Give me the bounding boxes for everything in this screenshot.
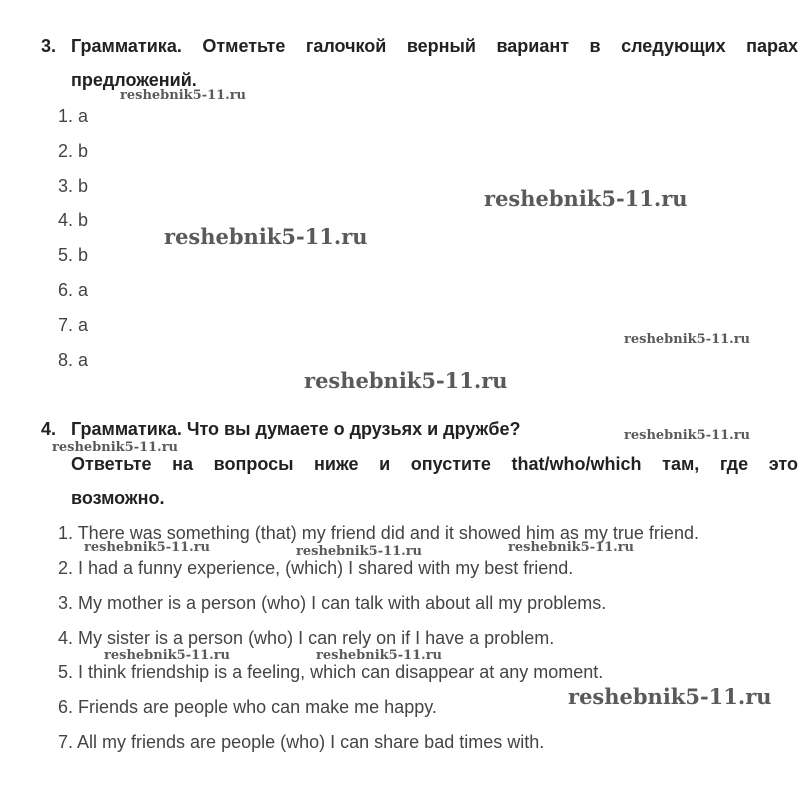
task-3-title-line1: 3. Грамматика. Отметьте галочкой верный вариант в следующих парах [41,29,798,63]
watermark: reshebnik5-11.ru [568,684,772,709]
task-3-answer: 8. a [58,350,89,370]
watermark: reshebnik5-11.ru [104,648,231,663]
watermark: reshebnik5-11.ru [316,648,443,663]
task-3-answer: 3. b [58,176,89,196]
task-3-answer: 4. b [58,210,89,230]
task-4-sentence: 2. I had a funny experience, (which) I shared with my best friend. [58,558,574,578]
task-3-answer: 6. a [58,280,89,300]
task-3-title-line2: предложений. [71,70,197,90]
task-4-sentence: 3. My mother is a person (who) I can talk with about all my problems. [58,593,607,613]
task-4-sentence: 7. All my friends are people (who) I can share bad times with. [58,732,545,752]
task-3-number: 3. [41,36,57,56]
watermark: reshebnik5-11.ru [304,368,508,393]
task-4-instruction-line1: Ответьте на вопросы ниже и опустите that/who/which там, где это [71,454,798,474]
task-4-sentence: 6. Friends are people who can make me happy. [58,697,437,717]
task-4-sentence: 5. I think friendship is a feeling, which can disappear at any moment. [58,662,604,682]
task-4-number: 4. [41,419,57,439]
task-3-title [41,29,798,63]
task-4-sentence: 4. My sister is a person (who) I can rely on if I have a problem. [58,628,555,648]
watermark: reshebnik5-11.ru [164,224,368,249]
task-4-instruction-line2: возможно. [71,488,165,508]
task-3-answer: 1. a [58,106,89,126]
task-4-sentence: 1. There was something (that) my friend did and it showed him as my true friend. [58,523,699,543]
watermark: reshebnik5-11.ru [120,88,247,103]
watermark: reshebnik5-11.ru [624,428,751,443]
watermark: reshebnik5-11.ru [52,440,179,455]
task-3-answer: 2. b [58,141,89,161]
watermark: reshebnik5-11.ru [296,544,423,559]
watermark: reshebnik5-11.ru [84,540,211,555]
task-4-title: 4. Грамматика. Что вы думаете о друзьях и дружбе? [41,412,798,446]
watermark: reshebnik5-11.ru [484,186,688,211]
task-3-answer: 5. b [58,245,89,265]
watermark: reshebnik5-11.ru [624,332,751,347]
watermark: reshebnik5-11.ru [508,540,635,555]
task-3-answer: 7. a [58,315,89,335]
